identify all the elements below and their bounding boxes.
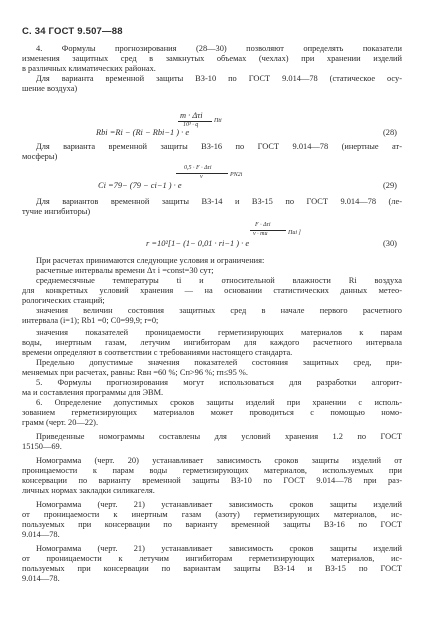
text-line: личных нормах закладки силикагеля. [22, 486, 155, 495]
text-line: среднемесячные температуры ti и относительной влажности Ri воздуха [36, 276, 402, 285]
formula-30-exp-num: F · Δτi [255, 222, 271, 228]
text-line: для конкретных условий хранения — на основании статистических данных метео- [22, 286, 402, 295]
formula-29: Ci =79− (79 − ci−1 ) · e [98, 181, 182, 190]
formula-30-exp-tail: Пиi ] [288, 230, 301, 236]
text-line: мосферы) [22, 152, 58, 161]
text-line: тучие ингибиторы) [22, 207, 91, 216]
text-line: Предельно допустимые значения показателей состояния защитных сред, при- [36, 358, 402, 367]
text-line: меняемых при расчетах, равны: Rвн =60 %; Cп>96 %; rп≤95 %. [22, 368, 248, 377]
text-line: Номограмма (черт. 21) устанавливает зависимость сроков защиты изделий [36, 500, 402, 509]
text-line: шение воздуха) [22, 84, 78, 93]
text-line: интервала (i=1); Rb1 =0; C0=99,9; r=0; [22, 316, 159, 325]
text-line: Для варианта временной защиты ВЗ-10 по ГОСТ 9.014—78 (статическое осу- [36, 74, 402, 83]
text-line: в различных климатических районах. [22, 64, 156, 73]
text-line: от проницаемости к летучим ингибиторам герметизирующих материалов, ис- [22, 554, 402, 563]
text-line: При расчетах принимаются следующие условия и ограничения: [36, 256, 265, 265]
text-line: Для варианта временной защиты ВЗ-16 по ГОСТ 9.014—78 (инертные ат- [36, 142, 402, 151]
text-line: консервации по варианту временной защиты ВЗ-10 по ГОСТ 9.014—78 при раз- [22, 476, 402, 485]
text-line: 5. Формулы прогнозирования могут использоваться для разработки алгорит- [36, 378, 402, 387]
text-line: Приведенные номограммы составлены для условий хранения 1.2 по ГОСТ [36, 432, 402, 441]
text-line: Номограмма (черт. 21) устанавливает зависимость сроков защиты изделий [36, 544, 402, 553]
text-line: 9.014—78. [22, 530, 60, 539]
text-line: изменения защитных сред в замкнутых объемах (чехлах) при хранении изделий [22, 54, 402, 63]
formula-29-exp-num: 0,5 · F · Δτi [184, 165, 212, 171]
formula-28-exp-den: 10³ · q [183, 122, 199, 128]
text-line: проницаемости к парам воды герметизирующих материалов, используемых при [22, 466, 402, 475]
equation-number: (28) [383, 128, 397, 137]
formula-29-exp-tail: PN2i [230, 172, 243, 178]
formula-30-exp-den: v · mи [253, 231, 268, 237]
text-line: пользуемых при консервации по варианту временной защиты ВЗ-16 по ГОСТ [22, 520, 402, 529]
formula-28-exp-num: m · Δτi [180, 111, 203, 120]
text-line: 4. Формулы прогнозирования (28—30) позволяют определять показатели [36, 44, 402, 53]
page-header: С. 34 ГОСТ 9.507—88 [22, 26, 123, 37]
equation-number: (29) [383, 181, 397, 190]
text-line: грамм (черт. 20—22). [22, 418, 99, 427]
equation-number: (30) [383, 239, 397, 248]
text-line: значения показателей проницаемости герметизирующих материалов к парам [36, 328, 402, 337]
text-line: расчетные интервалы времени Δτ i =const=30 сут; [36, 266, 214, 275]
text-line: пользуемых при консервации по вариантам защиты ВЗ-14 и ВЗ-15 по ГОСТ [22, 564, 402, 573]
text-line: зованием герметизирующих материалов может проводиться с помощью номо- [22, 408, 402, 417]
formula-28-exp-tail: Пti [214, 118, 222, 124]
text-line: 15150—69. [22, 442, 62, 451]
text-line: ма и составления программы для ЭВМ. [22, 388, 164, 397]
text-line: значения величин состояния защитных сред в начале первого расчетного [36, 306, 402, 315]
text-line: воды, инертным газам, летучим ингибиторам для каждого расчетного интервала [22, 338, 402, 347]
text-line: Для вариантов временной защиты ВЗ-14 и ВЗ-15 по ГОСТ 9.014—78 (ле- [36, 197, 402, 206]
text-line: от проницаемости к инертным газам (азоту) герметизирующих материалов, ис- [22, 510, 402, 519]
text-line: 6. Определение допустимых сроков защиты изделий при хранении с исполь- [36, 398, 402, 407]
formula-30: r =10²[1− (1− 0,01 · ri−1 ) · e [146, 239, 250, 248]
text-line: Номограмма (черт. 20) устанавливает зависимость сроков защиты изделий от [36, 456, 402, 465]
formula-29-exp-den: v [200, 174, 203, 180]
text-line: времени определяют в соответствии с требованиями настоящего стандарта. [22, 348, 293, 357]
text-line: рологических станций; [22, 296, 105, 305]
formula-28: Rbi =Ri − (Ri − Rbi−1 ) · e [96, 128, 190, 137]
text-line: 9.014—78. [22, 574, 60, 583]
